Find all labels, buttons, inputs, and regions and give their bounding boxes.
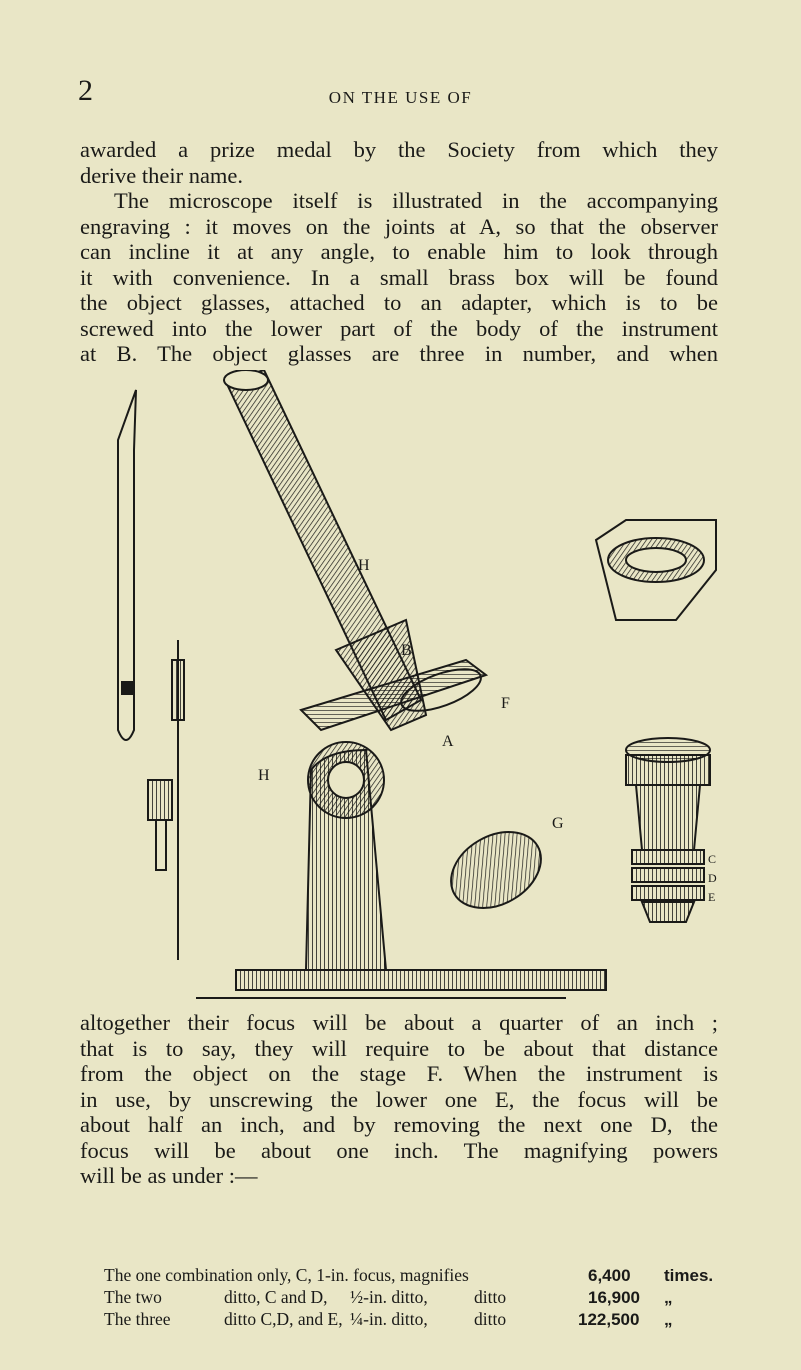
combination-detail: ditto C,D, and E, [224, 1309, 343, 1329]
text-line: about half an inch, and by removing the next one D, the [80, 1112, 718, 1137]
label-d: D [708, 871, 717, 885]
page-number: 2 [78, 74, 93, 107]
running-title: ON THE USE OF [328, 88, 473, 107]
power-value: 16,900 [588, 1288, 640, 1307]
adapter-ring [596, 520, 716, 620]
paragraph-1 [80, 137, 718, 367]
text-line: at B. The object glasses are three in number, and when [80, 341, 718, 366]
combination-text: The three [104, 1309, 171, 1329]
combination-text: The two [104, 1287, 162, 1307]
text-line: The microscope itself is illustrated in the accompanying [114, 188, 718, 213]
text-line: it with convenience. In a small brass box will be found [80, 264, 718, 290]
microscope-engraving [96, 370, 736, 1010]
text-line: from the object on the stage F. When the instrument is [80, 1061, 718, 1086]
label-h2: H [258, 767, 270, 784]
power-unit: „ [664, 1288, 673, 1307]
power-unit: times. [664, 1266, 714, 1285]
magnification-table [104, 1265, 724, 1331]
text-line: engraving : it moves on the joints at A, so that the observer [80, 213, 718, 239]
text-line: in use, by unscrewing the lower one E, the focus will be [80, 1086, 718, 1112]
text-line: altogether their focus will be about a quarter of an inch ; [80, 1010, 718, 1035]
table-row [104, 1265, 724, 1287]
label-e: E [708, 890, 716, 904]
table-row [104, 1309, 724, 1331]
object-glasses [626, 738, 710, 922]
label-g: G [552, 815, 564, 832]
text-line: awarded a prize medal by the Society from which they [80, 137, 718, 162]
verb-text: ditto [474, 1309, 507, 1329]
text-line: screwed into the lower part of the body of the instrument [80, 315, 718, 341]
verb-text: ditto [474, 1287, 507, 1307]
text-line: focus will be about one inch. The magnifying powers [80, 1137, 718, 1163]
text-line: derive their name. [80, 162, 244, 188]
text-line: can incline it at any angle, to enable him to look through [80, 239, 718, 264]
power-value: 122,500 [578, 1310, 640, 1329]
power-value: 6,400 [588, 1266, 631, 1285]
combination-detail: ditto, C and D, [224, 1287, 328, 1307]
focus-text: ½-in. ditto, [350, 1287, 428, 1307]
label-f: F [501, 695, 510, 712]
combination-text: The one combination only, C, 1-in. focus, magnifies [104, 1265, 469, 1285]
microscope-body [196, 370, 606, 998]
text-line: that is to say, they will require to be about that distance [80, 1035, 718, 1061]
label-h: H [358, 557, 370, 574]
power-unit: „ [664, 1310, 673, 1329]
pipette-tool [118, 390, 184, 960]
text-line: the object glasses, attached to an adapter, which is to be [80, 290, 718, 315]
paragraph-2 [80, 1010, 718, 1189]
label-b: B [401, 642, 412, 659]
label-a: A [442, 733, 454, 750]
text-line: will be as under :— [80, 1163, 258, 1188]
label-c: C [708, 852, 717, 866]
focus-text: ¼-in. ditto, [350, 1309, 428, 1329]
table-row [104, 1287, 724, 1309]
